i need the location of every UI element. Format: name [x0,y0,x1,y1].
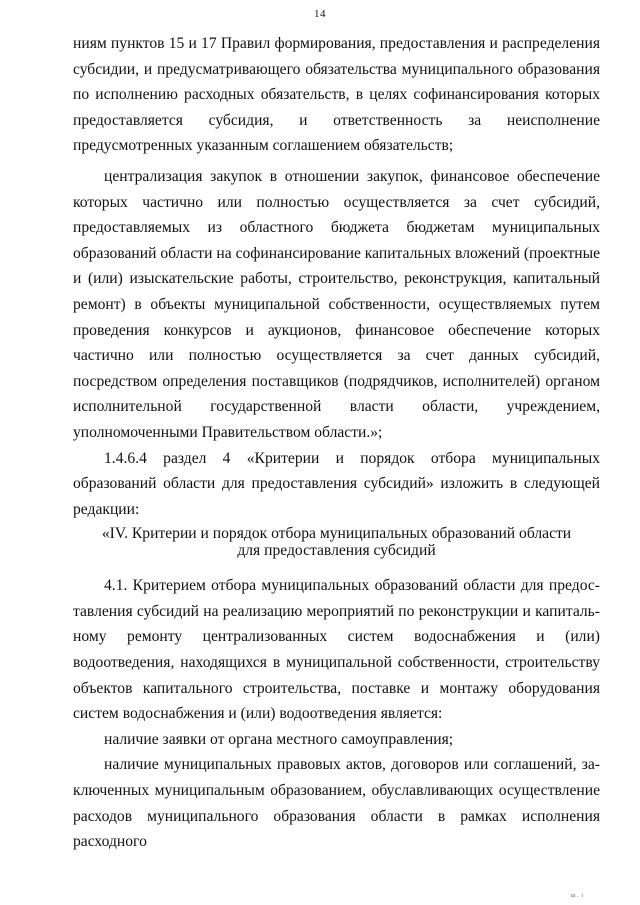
section-heading-line-1: «IV. Критерии и порядок отбора муниципальных образований области [101,525,572,543]
paragraph-application-requirement: наличие заявки от органа местного самоуправления; [104,730,454,748]
corner-mark: ш. і [570,893,584,899]
section-heading-line-2: для предоставления субсидий [237,542,436,560]
page-number: 14 [314,8,326,20]
document-body [73,31,600,855]
paragraph-agreement-obligations: ниям пунктов 15 и 17 Правил формирования, предоставления и распределения субсидии, и предусматривающего обязательства муниципального образования по исполнению расходных обязательств, в целях софинансирования которых предоставляется субсидия, и ответственность за неисполнение предусмотренных указанным соглашением обязательств; [73,35,600,155]
paragraph-section-amendment: 1.4.6.4 раздел 4 «Критерии и порядок отбора муниципальных образований области для предоставления субсидий» изложить в следующей редакции: [73,449,600,518]
paragraph-selection-criteria: 4.1. Критерием отбора муниципальных образований области для предоставления субсидий на реализацию мероприятий по реконструкции и капитальному ремонту централизованных систем водоснабжения и (или) водоотведения, находящихся в муниципальной собственности, строительству объектов капитального строительства, поставке и монтажу оборудования систем водоснабжения и (или) водоотведения является: [73,577,600,723]
section-heading [73,525,600,559]
paragraph-procurement-centralization: централизация закупок в отношении закупок, финансовое обеспечение которых частично или полностью осуществляется за счет субсидий, предоставляемых из областного бюджета бюджетам муниципальных образований области на софинансирование капитальных вложений (проектные и (или) изыскательские работы, строительство, реконструкция, капитальный ремонт) в объекты муниципальной собственности, осуществляемых путем проведения конкурсов и аукционов, финансовое обеспечение которых частично или полностью осуществляется за счет данных субсидий, посредством определения поставщиков (подрядчиков, исполнителей) органом исполнительной государственной власти области, учреждением, уполномоченными Правительством области.»; [73,167,600,441]
paragraph-legal-acts-requirement: наличие муниципальных правовых актов, договоров или соглашений, заключенных муниципальным образованием, обуславливающих осуществление расходов муниципального образования области в рамках исполнения расходного [73,756,600,851]
